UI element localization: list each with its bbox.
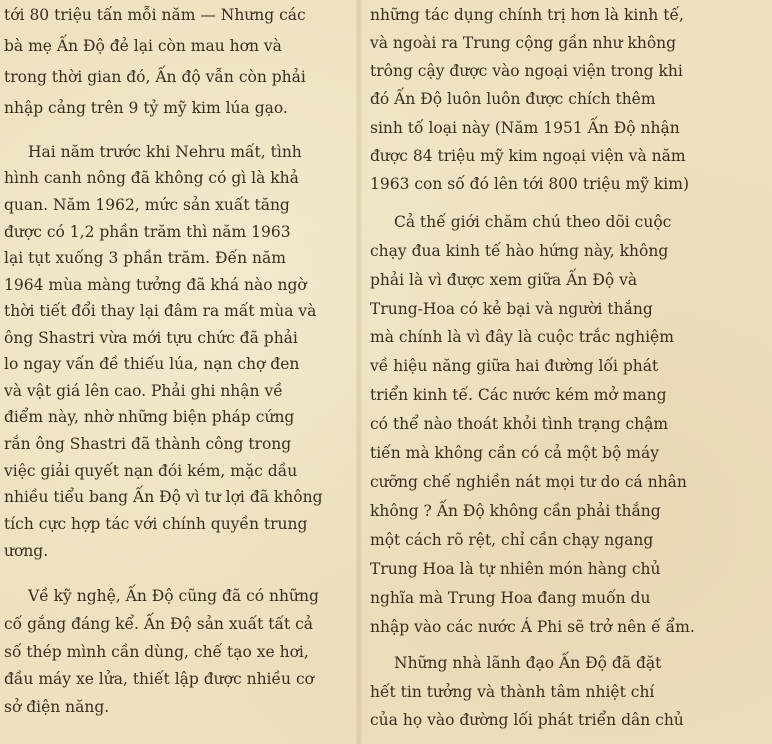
text-line: tới 80 triệu tấn mỗi năm — Nhưng các — [4, 6, 306, 24]
text-line: nhập cảng trên 9 tỷ mỹ kim lúa gạo. — [4, 99, 288, 117]
text-line: trong thời gian đó, Ấn độ vẫn còn phải — [4, 68, 306, 86]
text-line: hết tin tưởng và thành tâm nhiệt chí — [370, 683, 655, 701]
text-line: tiến mà không cần có cả một bộ máy — [370, 444, 659, 462]
text-line: và ngoài ra Trung cộng gần như không — [370, 34, 677, 52]
text-line: được có 1,2 phần trăm thì năm 1963 — [4, 223, 291, 241]
text-line: thời tiết đổi thay lại đâm ra mất mùa và — [4, 302, 317, 320]
text-line: chạy đua kinh tế hào hứng này, không — [370, 242, 669, 260]
text-line: được 84 triệu mỹ kim ngoại viện và năm — [370, 147, 686, 165]
text-line: 1963 con số đó lên tới 800 triệu mỹ kim) — [370, 175, 689, 193]
text-line: lo ngay vấn đề thiếu lúa, nạn chợ đen — [4, 355, 300, 373]
text-line: nhiều tiểu bang Ấn Độ vì tư lợi đã không — [4, 488, 323, 506]
text-line: phải là vì được xem giữa Ấn Độ và — [370, 271, 638, 289]
text-line: trông cậy được vào ngoại viện trong khi — [370, 62, 683, 80]
text-line: số thép mình cần dùng, chế tạo xe hơi, — [4, 643, 309, 661]
text-line: không ? Ấn Độ không cần phải thắng — [370, 502, 661, 520]
text-line: quan. Năm 1962, mức sản xuất tăng — [4, 196, 290, 214]
text-line: sở điện năng. — [4, 698, 110, 716]
text-line: ương. — [4, 542, 49, 560]
text-line: của họ vào đường lối phát triển dân chủ — [370, 711, 684, 729]
text-line: đó Ấn Độ luôn luôn được chích thêm — [370, 90, 656, 108]
text-line: Trung-Hoa có kẻ bại và người thắng — [370, 300, 653, 318]
text-line: nghĩa mà Trung Hoa đang muốn du — [370, 589, 651, 607]
text-line: bà mẹ Ấn Độ đẻ lại còn mau hơn và — [4, 37, 282, 55]
text-line: nhập vào các nước Á Phi sẽ trở nên ế ẩm. — [370, 618, 695, 636]
text-line: triển kinh tế. Các nước kém mở mang — [370, 386, 667, 404]
text-line: ông Shastri vừa mới tựu chức đã phải — [4, 329, 298, 347]
text-line: rắn ông Shastri đã thành công trong — [4, 435, 292, 453]
text-line: Cả thế giới chăm chú theo dõi cuộc — [394, 213, 672, 231]
text-line: cưỡng chế nghiền nát mọi tư do cá nhân — [370, 473, 687, 491]
text-line: lại tụt xuống 3 phần trăm. Đến năm — [4, 249, 286, 267]
text-line: về hiệu năng giữa hai đường lối phát — [370, 357, 659, 375]
text-line: 1964 mùa màng tưởng đã khá nào ngờ — [4, 276, 307, 294]
text-line: một cách rõ rệt, chỉ cần chạy ngang — [370, 531, 654, 549]
text-line: hình canh nông đã không có gì là khả — [4, 169, 299, 187]
text-line: và vật giá lên cao. Phải ghi nhận về — [4, 382, 283, 400]
text-line: đầu máy xe lửa, thiết lập được nhiều cơ — [4, 670, 314, 688]
column-gutter — [356, 0, 362, 744]
text-line: những tác dụng chính trị hơn là kinh tế, — [370, 6, 684, 24]
text-line: điểm này, nhờ những biện pháp cứng — [4, 408, 295, 426]
text-line: Những nhà lãnh đạo Ấn Độ đã đặt — [394, 654, 662, 672]
text-line: Hai năm trước khi Nehru mất, tình — [28, 143, 302, 161]
text-line: cố gắng đáng kể. Ấn Độ sản xuất tất cả — [4, 615, 314, 633]
text-line: có thể nào thoát khỏi tình trạng chậm — [370, 415, 669, 433]
text-line: việc giải quyết nạn đói kém, mặc dầu — [4, 462, 298, 480]
text-line: Trung Hoa là tự nhiên món hàng chủ — [370, 560, 661, 578]
text-line: tích cực hợp tác với chính quyền trung — [4, 515, 308, 533]
text-line: mà chính là vì đây là cuộc trắc nghiệm — [370, 328, 674, 346]
text-line: Về kỹ nghệ, Ấn Độ cũng đã có những — [28, 587, 319, 605]
text-line: sinh tố loại này (Năm 1951 Ấn Độ nhận — [370, 119, 680, 137]
